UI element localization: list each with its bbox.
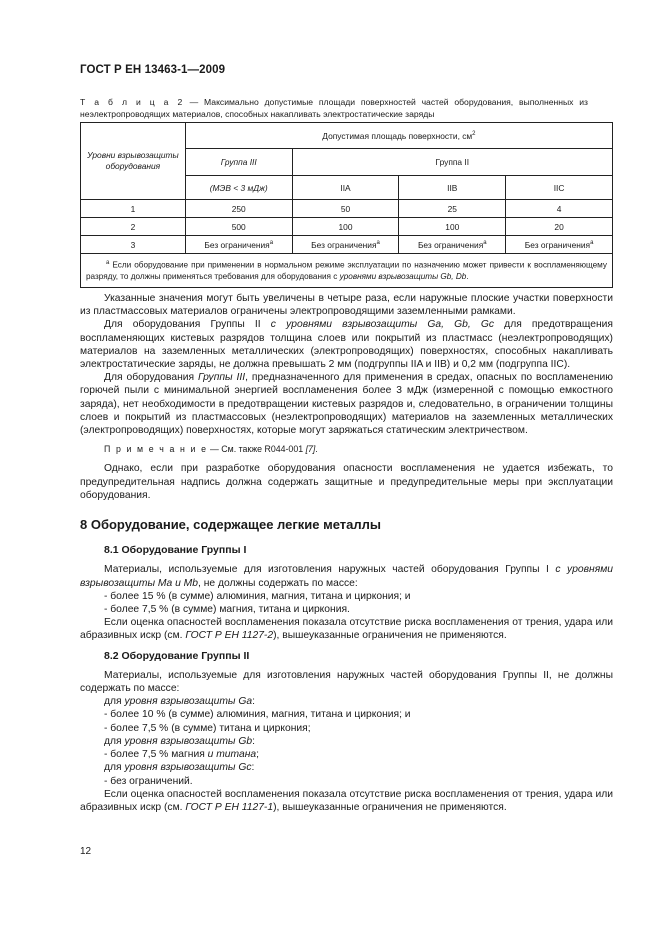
table-row — [81, 200, 613, 218]
paragraph: Если оценка опасностей воспламенения показала отсутствие риска воспламенения от трения, удара или абразивных искр (см. ГОСТ Р ЕН 1127-2), вышеуказанные ограничения не применяются. — [80, 617, 613, 642]
cell-group3: Без ограничения$^а$ — [185, 236, 292, 254]
table-caption-label: Т а б л и ц а 2 — [80, 97, 184, 107]
header-iic: IIC — [506, 176, 613, 200]
paragraph: Однако, если при разработке оборудования опасности воспламенения не удается избежать, то предупредительная надпись должна содержать защитные и предупредительные меры при эксплуатации оборудования. — [80, 463, 613, 501]
table-caption — [80, 96, 588, 121]
surface-area-table — [80, 122, 613, 288]
paragraph: Для оборудования Группы II с уровнями взрывозащиты Ga, Gb, Gc для предотвращения воспламеняющих кистевых разрядов толщина слоев или покрытий из пластмасс (неэлектропроводящих) материалов на заземленных металлических (электропроводящих) поверхностях, способных накапливать электростатические заряды, не должна превышать 2 мм (подгруппы IIA и IIB) и 0,2 мм (подгруппа IIC). — [80, 319, 613, 371]
header-group2: Группа II — [292, 149, 612, 176]
cell-iia: Без ограничения$^а$ — [292, 236, 399, 254]
list-item: - более 7,5 % (в сумме) магния, титана и циркония. — [104, 604, 350, 616]
list-heading: для уровня взрывозащиты Ga: — [104, 696, 255, 708]
header-mie: (МЭВ < 3 мДж) — [185, 176, 292, 200]
header-area: Допустимая площадь поверхности, $см^2$ — [185, 123, 612, 149]
cell-group3: 500 — [185, 218, 292, 236]
cell-iic: 20 — [506, 218, 613, 236]
body-text — [80, 292, 613, 814]
header-levels: Уровни взрывозащиты оборудования — [81, 123, 186, 200]
list-item: - более 10 % (в сумме) алюминия, магния, титана и циркония; и — [104, 709, 411, 721]
paragraph: Материалы, используемые для изготовления наружных частей оборудования Группы I с уровнями взрывозащиты Ma и Mb, не должны содержать по массе: — [80, 564, 613, 589]
paragraph: Материалы, используемые для изготовления наружных частей оборудования Группы II, не должны содержать по массе: — [80, 669, 613, 695]
cell-level: 1 — [81, 200, 186, 218]
cell-level: 2 — [81, 218, 186, 236]
list-item: - более 15 % (в сумме) алюминия, магния, титана и циркония; и — [104, 590, 411, 602]
list-item: - более 7,5 % (в сумме) титана и циркония; — [104, 722, 311, 734]
cell-level: 3 — [81, 236, 186, 254]
header-iib: IIB — [399, 176, 506, 200]
cell-iia: 50 — [292, 200, 399, 218]
cell-iic: Без ограничения$^а$ — [506, 236, 613, 254]
cell-iia: 100 — [292, 218, 399, 236]
cell-iib: 25 — [399, 200, 506, 218]
note: П р и м е ч а н и е — См. также R044-001 [7]. — [104, 444, 318, 455]
list-heading: для уровня взрывозащиты Gc: — [104, 762, 255, 774]
cell-iib: 100 — [399, 218, 506, 236]
cell-group3: 250 — [185, 200, 292, 218]
table-footnote: $^а$ Если оборудование при применении в нормальном режиме эксплуатации по назначению может привести к воспламеняющему разряду, то должны применяться требования для оборудования с уровнями взрывозащиты Gb, Db. — [81, 254, 613, 288]
paragraph: Для оборудования Группы III, предназначенного для применения в средах, опасных по воспламенению горючей пыли с минимальной энергией воспламенения более 3 мДж (измеренной с помощью емкостного заряда), нет необходимости в предотвращении кистевых разрядов и, следовательно, в ограничении толщины слоев и покрытий из пластмассовых (неэлектропроводящих) материалов на заземленных металлических (электропроводящих) поверхностях, которые могут заряжаться статическим электричеством. — [80, 372, 613, 437]
list-item: - более 7,5 % магния и титана; — [104, 749, 259, 761]
table-row — [81, 218, 613, 236]
table-row — [81, 236, 613, 254]
cell-iib: Без ограничения$^а$ — [399, 236, 506, 254]
cell-iic: 4 — [506, 200, 613, 218]
list-item: - без ограничений. — [104, 775, 193, 787]
page-number: 12 — [80, 846, 92, 857]
subsection-heading: 8.2 Оборудование Группы II — [104, 649, 250, 662]
header-group3: Группа III — [185, 149, 292, 176]
table-caption-text: — Максимально допустимые площади поверхностей частей оборудования, выполненных из неэлектропроводящих материалов, способных накапливать электростатические заряды — [80, 97, 588, 120]
header-iia: IIA — [292, 176, 399, 200]
document-header: ГОСТ Р ЕН 13463-1—2009 — [80, 64, 226, 76]
subsection-heading: 8.1 Оборудование Группы I — [104, 544, 247, 557]
paragraph: Указанные значения могут быть увеличены в четыре раза, если наружные плоские участки поверхности из пластмассовых материалов ограничены электропроводящими заземленными рамками. — [80, 293, 613, 318]
paragraph: Если оценка опасностей воспламенения показала отсутствие риска воспламенения от трения, удара или абразивных искр (см. ГОСТ Р ЕН 1127-1), вышеуказанные ограничения не применяются. — [80, 788, 613, 813]
section-heading: 8 Оборудование, содержащее легкие металлы — [80, 517, 381, 533]
list-heading: для уровня взрывозащиты Gb: — [104, 735, 255, 747]
